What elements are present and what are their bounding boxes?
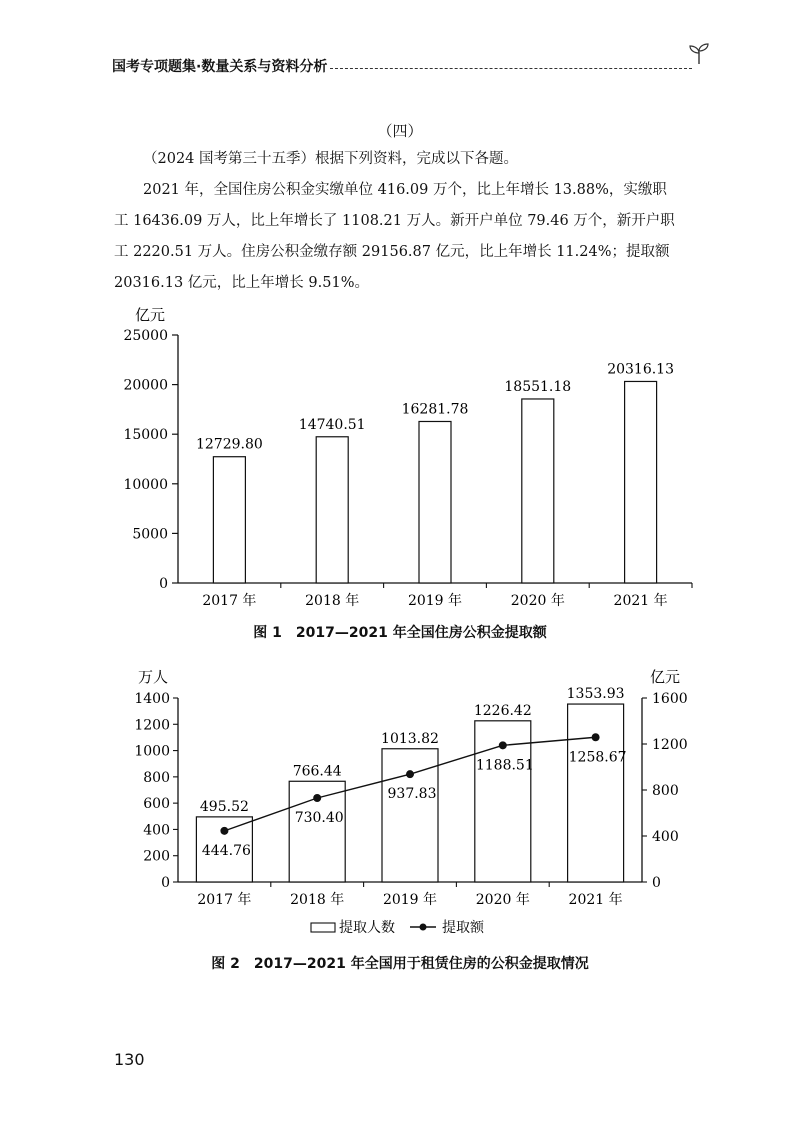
- x-tick-label: 2020 年: [475, 892, 530, 908]
- legend-bar-swatch: [311, 923, 335, 932]
- chart-1-withdrawal-amount: [0, 300, 800, 620]
- right-axis-unit-label: 亿元: [650, 668, 681, 686]
- section-label: （四）: [377, 122, 423, 140]
- bar-value-label: 766.44: [292, 763, 342, 780]
- left-y-tick-label: 1000: [134, 743, 170, 760]
- bar: [213, 457, 245, 583]
- material-line-3: 工 2220.51 万人。住房公积金缴存额 29156.87 亿元，比上年增长 11.24%；提取额: [114, 244, 670, 260]
- right-y-tick-label: 0: [652, 875, 661, 891]
- bar-value-label: 1226.42: [473, 702, 532, 719]
- left-y-tick-label: 0: [161, 875, 170, 891]
- chart-2-caption: 图 2 2017—2021 年全国用于租赁住房的公积金提取情况: [211, 956, 589, 972]
- line-value-label: 444.76: [201, 842, 251, 859]
- bar-value-label: 1013.82: [381, 730, 439, 747]
- bar-value-label: 495.52: [199, 798, 249, 815]
- bar: [625, 381, 657, 583]
- x-tick-label: 2018 年: [305, 593, 360, 609]
- line-value-label: 1258.67: [568, 749, 627, 766]
- x-tick-label: 2021 年: [568, 892, 623, 908]
- y-axis-unit-label: 亿元: [135, 306, 166, 324]
- bar-value-label: 16281.78: [401, 401, 469, 418]
- y-tick-label: 25000: [123, 328, 168, 344]
- left-y-tick-label: 1200: [134, 717, 170, 734]
- right-y-tick-label: 400: [652, 829, 679, 845]
- x-tick-label: 2017 年: [197, 892, 252, 908]
- bar-value-label: 12729.80: [195, 436, 263, 453]
- line-point: [406, 770, 414, 778]
- legend-line-label: 提取额: [442, 920, 484, 936]
- bar-value-label: 20316.13: [607, 361, 675, 378]
- question-text: [114, 144, 714, 299]
- bar: [568, 704, 624, 882]
- y-tick-label: 5000: [132, 526, 168, 543]
- right-y-tick-label: 800: [652, 783, 679, 799]
- header-rule: [330, 68, 692, 69]
- line-point: [499, 741, 507, 749]
- line-value-label: 1188.51: [475, 757, 534, 774]
- line-value-label: 730.40: [294, 810, 344, 827]
- left-y-tick-label: 1400: [134, 691, 170, 707]
- x-tick-label: 2018 年: [290, 892, 345, 908]
- bar-value-label: 1353.93: [566, 686, 625, 703]
- bar: [316, 437, 348, 583]
- x-tick-label: 2020 年: [510, 593, 565, 609]
- x-tick-label: 2019 年: [407, 593, 463, 609]
- legend-bar-label: 提取人数: [339, 920, 395, 936]
- right-y-tick-label: 1600: [652, 691, 688, 707]
- material-line-4: 20316.13 亿元，比上年增长 9.51%。: [114, 275, 369, 291]
- bar: [522, 399, 554, 583]
- chart-2-rental-withdrawal: [0, 660, 800, 950]
- bar-value-label: 14740.51: [298, 416, 366, 433]
- line-point: [220, 827, 228, 835]
- chart-1-caption: 图 1 2017—2021 年全国住房公积金提取额: [253, 625, 547, 641]
- y-tick-label: 0: [159, 576, 168, 592]
- bar: [419, 421, 451, 583]
- header-title: 国考专项题集·数量关系与资料分析: [112, 59, 328, 75]
- x-tick-label: 2017 年: [202, 593, 257, 609]
- line-point: [313, 794, 321, 802]
- y-tick-label: 20000: [123, 377, 168, 394]
- y-tick-label: 15000: [123, 427, 168, 444]
- material-line-2: 工 16436.09 万人，比上年增长了 1108.21 万人。新开户单位 79.46 万个，新开户职: [114, 213, 675, 229]
- left-y-tick-label: 400: [143, 822, 170, 839]
- left-y-tick-label: 800: [143, 769, 170, 786]
- page-number: 130: [114, 1050, 145, 1069]
- material-line-1: 2021 年，全国住房公积金实缴单位 416.09 万个，比上年增长 13.88%，实缴职: [143, 182, 667, 198]
- running-header: [112, 56, 712, 80]
- line-point: [592, 733, 600, 741]
- bar-value-label: 18551.18: [504, 378, 572, 395]
- legend-line-marker: [420, 924, 427, 931]
- right-y-tick-label: 1200: [652, 737, 688, 753]
- left-y-tick-label: 200: [143, 848, 170, 865]
- left-y-tick-label: 600: [143, 796, 170, 813]
- y-tick-label: 10000: [123, 476, 168, 493]
- line-value-label: 937.83: [387, 786, 437, 803]
- intro-line: （2024 国考第三十五季）根据下列资料，完成以下各题。: [143, 151, 519, 167]
- left-axis-unit-label: 万人: [138, 668, 169, 686]
- x-tick-label: 2021 年: [613, 593, 668, 609]
- sprout-icon: [686, 40, 712, 66]
- x-tick-label: 2019 年: [382, 892, 438, 908]
